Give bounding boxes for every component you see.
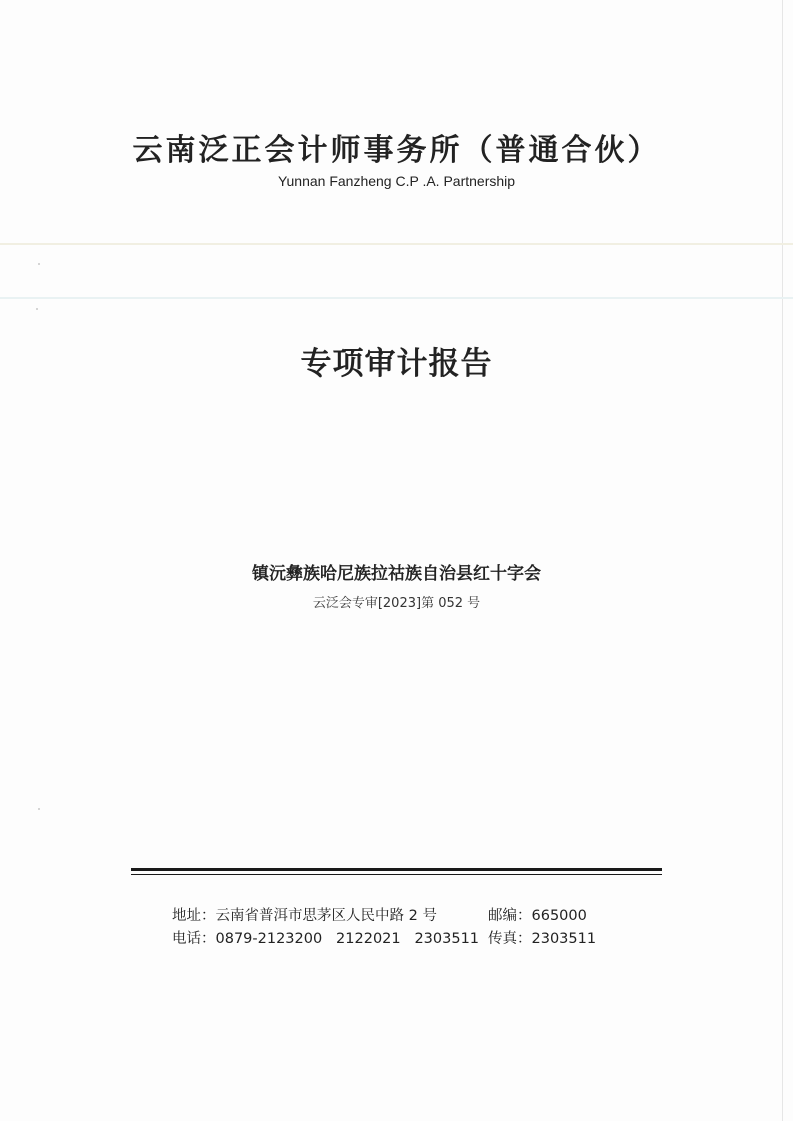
scan-speck	[38, 808, 40, 810]
header-separator-top	[0, 243, 793, 245]
footer-rule-thin	[131, 874, 662, 875]
phone-text: 电话：0879-2123200 2122021 2303511	[172, 931, 480, 947]
contact-row-phone	[172, 929, 597, 949]
footer-double-rule	[131, 868, 662, 876]
client-name: 镇沅彝族哈尼族拉祜族自治县红十字会	[252, 564, 541, 584]
footer-rule-thick	[131, 868, 662, 871]
fax-text: 传真：2303511	[488, 931, 597, 947]
contact-row-address	[172, 906, 587, 926]
scan-speck	[36, 308, 38, 310]
postcode-text: 邮编：665000	[488, 908, 587, 924]
firm-name-english: Yunnan Fanzheng C.P .A. Partnership	[277, 173, 516, 189]
document-number: 云泛会专审[2023]第 052 号	[312, 596, 481, 611]
report-title: 专项审计报告	[300, 346, 493, 382]
address-text: 地址：云南省普洱市思茅区人民中路 2 号	[172, 908, 437, 924]
header-separator-bottom	[0, 297, 793, 299]
firm-name-chinese: 云南泛正会计师事务所（普通合伙）	[132, 133, 661, 168]
scan-speck	[38, 263, 40, 265]
